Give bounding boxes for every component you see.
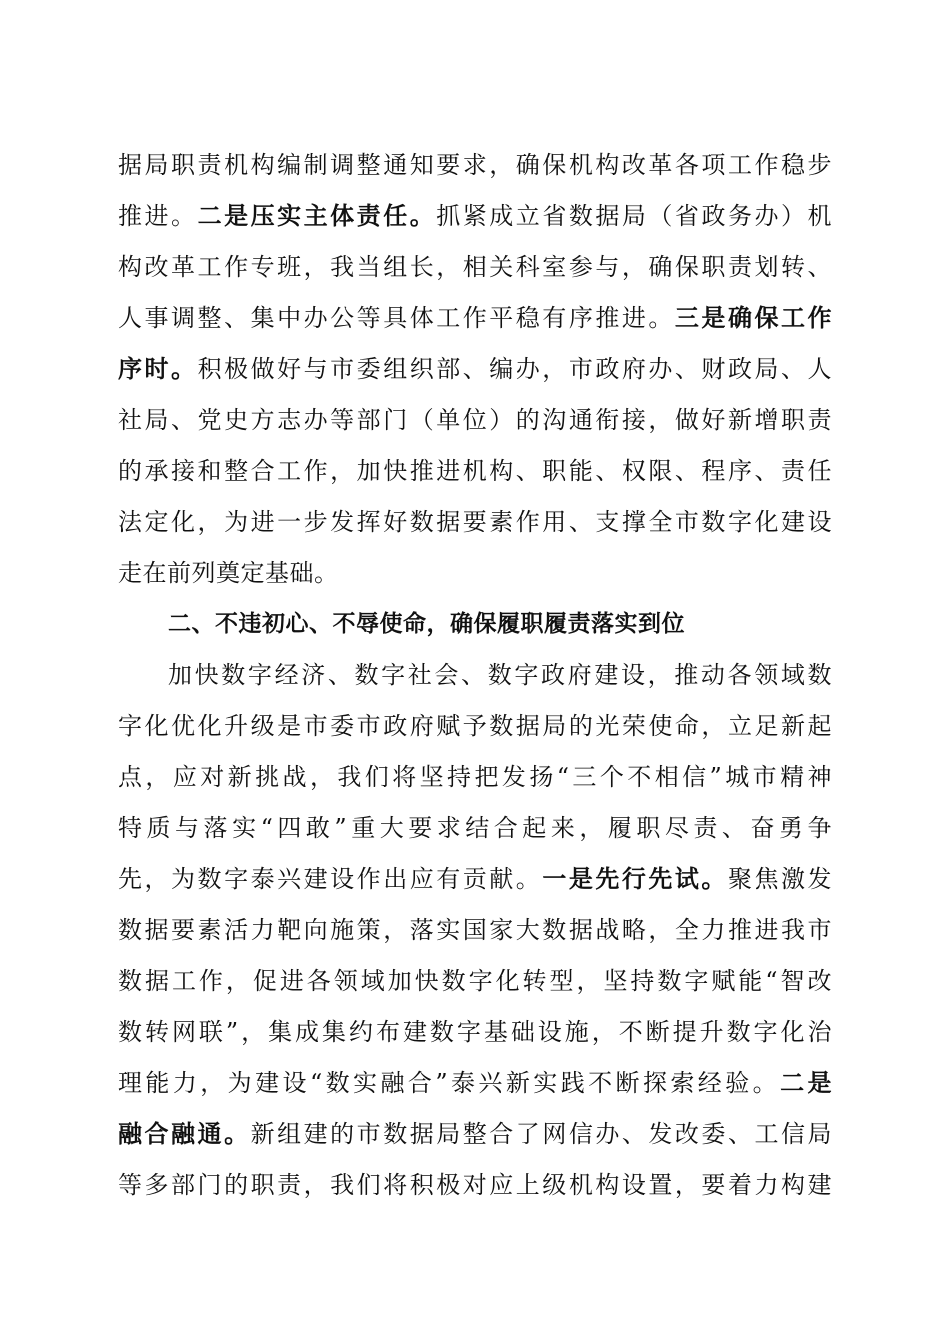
bold-phrase: 一是先行先试。 <box>542 865 728 893</box>
text-run: 人事调整、集中办公等具体工作平稳有序推进。 <box>118 304 675 332</box>
paragraph-line: 的承接和整合工作，加快推进机构、职能、权限、程序、责任 <box>118 457 832 485</box>
paragraph-line: 数转网联”，集成集约布建数字基础设施，不断提升数字化治 <box>118 1018 832 1046</box>
bold-phrase: 融合融通。 <box>118 1120 251 1148</box>
text-run: 推进。 <box>118 202 198 230</box>
paragraph-line: 特质与落实“四敢”重大要求结合起来，履职尽责、奋勇争 <box>118 814 832 842</box>
paragraph-line <box>118 854 832 905</box>
section-heading: 二、不违初心、不辱使命，确保履职履责落实到位 <box>168 611 685 637</box>
paragraph-line <box>118 344 832 395</box>
paragraph-line <box>118 1109 832 1160</box>
paragraph-line: 构改革工作专班，我当组长，相关科室参与，确保职责划转、 <box>118 253 832 281</box>
paragraph-line: 数据要素活力靶向施策，落实国家大数据战略，全力推进我市 <box>118 916 832 944</box>
paragraph-line: 字化优化升级是市委市政府赋予数据局的光荣使命，立足新起 <box>118 712 832 740</box>
text-run: 积极做好与市委组织部、编办，市政府办、财政局、人 <box>197 355 833 383</box>
paragraph-line <box>118 191 832 242</box>
paragraph-line <box>118 1058 832 1109</box>
text-run: 抓紧成立省数据局（省政务办）机 <box>436 202 833 230</box>
paragraph-line: 据局职责机构编制调整通知要求，确保机构改革各项工作稳步 <box>118 151 832 179</box>
bold-phrase: 二是压实主体责任。 <box>197 202 437 230</box>
paragraph-line: 法定化，为进一步发挥好数据要素作用、支撑全市数字化建设 <box>118 508 832 536</box>
bold-phrase: 序时。 <box>118 355 198 383</box>
paragraph-line: 数据工作，促进各领域加快数字化转型，坚持数字赋能“智改 <box>118 967 832 995</box>
bold-phrase: 二是 <box>780 1069 832 1097</box>
text-run: 理能力，为建设“数实融合”泰兴新实践不断探索经验。 <box>118 1069 781 1097</box>
document-page <box>118 140 832 1211</box>
paragraph-line: 点，应对新挑战，我们将坚持把发扬“三个不相信”城市精神 <box>118 763 832 791</box>
text-run: 聚焦激发 <box>727 865 833 893</box>
text-run: 先，为数字泰兴建设作出应有贡献。 <box>118 865 543 893</box>
paragraph-line <box>118 293 832 344</box>
paragraph-line: 社局、党史方志办等部门（单位）的沟通衔接，做好新增职责 <box>118 406 832 434</box>
text-run: 新组建的市数据局整合了网信办、发改委、工信局 <box>250 1120 833 1148</box>
paragraph-line: 等多部门的职责，我们将积极对应上级机构设置，要着力构建 <box>118 1171 832 1199</box>
paragraph-line: 走在前列奠定基础。 <box>118 559 339 587</box>
bold-phrase: 三是确保工作 <box>674 304 833 332</box>
paragraph-line: 加快数字经济、数字社会、数字政府建设，推动各领域数 <box>168 661 832 689</box>
